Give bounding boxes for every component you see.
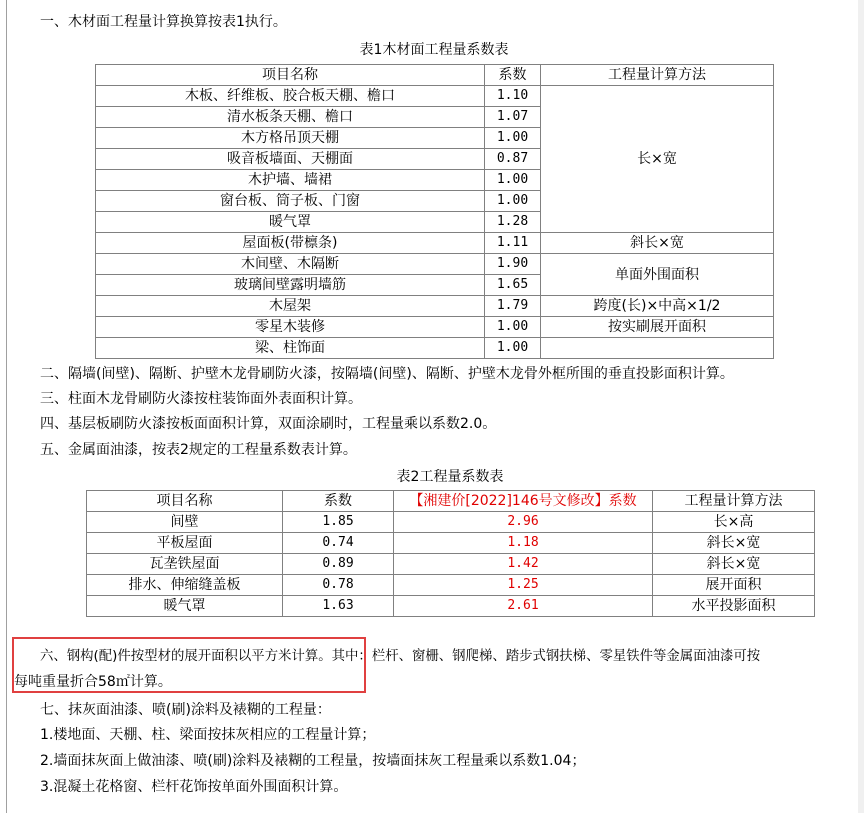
table-row <box>96 233 774 254</box>
item-name-cell: 木间壁、木隔断 <box>96 254 485 275</box>
item-name-cell: 吸音板墙面、天棚面 <box>96 149 485 170</box>
coefficient-cell: 1.63 <box>283 596 394 617</box>
coefficient-cell: 0.89 <box>283 554 394 575</box>
coefficient-cell: 1.28 <box>485 212 541 233</box>
table2-caption: 表2工程量系数表 <box>396 469 504 485</box>
revised-coefficient-cell: 1.18 <box>394 533 653 554</box>
revised-coefficient-cell: 2.96 <box>394 512 653 533</box>
header-cell: 工程量计算方法 <box>653 491 815 512</box>
method-cell: 按实刷展开面积 <box>541 317 774 338</box>
item-name-cell: 玻璃间壁露明墙筋 <box>96 275 485 296</box>
item-name-cell: 瓦垄铁屋面 <box>87 554 283 575</box>
coefficient-cell: 1.00 <box>485 317 541 338</box>
item-name-cell: 平板屋面 <box>87 533 283 554</box>
coefficient-cell: 1.85 <box>283 512 394 533</box>
item-name-cell: 梁、柱饰面 <box>96 338 485 359</box>
coefficient-cell: 0.78 <box>283 575 394 596</box>
paragraph-1: 一、木材面工程量计算换算按表1执行。 <box>40 14 287 30</box>
paragraph-2: 二、隔墙(间壁)、隔断、护壁木龙骨刷防火漆，按隔墙(间壁)、隔断、护壁木龙骨外框所围的垂直投影面积计算。 <box>40 366 734 382</box>
revised-coefficient-cell: 1.25 <box>394 575 653 596</box>
coefficient-cell: 1.00 <box>485 170 541 191</box>
paragraph-6-continued: 每吨重量折合58㎡计算。 <box>14 674 172 690</box>
table2 <box>86 490 815 617</box>
table-row <box>96 317 774 338</box>
scrollbar-track[interactable] <box>858 0 864 813</box>
item-name-cell: 木护墙、墙裙 <box>96 170 485 191</box>
table-header-row <box>87 491 815 512</box>
method-cell <box>541 338 774 359</box>
header-cell: 项目名称 <box>96 65 485 86</box>
revised-coefficient-cell: 2.61 <box>394 596 653 617</box>
coefficient-cell: 1.00 <box>485 128 541 149</box>
table-row <box>87 512 815 533</box>
paragraph-7-item-2: 2.墙面抹灰面上做油漆、喷(刷)涂料及裱糊的工程量，按墙面抹灰工程量乘以系数1.04； <box>40 753 586 769</box>
paragraph-7: 七、抹灰面油漆、喷(刷)涂料及裱糊的工程量： <box>40 702 331 718</box>
header-cell: 工程量计算方法 <box>541 65 774 86</box>
table-row <box>87 554 815 575</box>
item-name-cell: 窗台板、筒子板、门窗 <box>96 191 485 212</box>
item-name-cell: 木板、纤维板、胶合板天棚、檐口 <box>96 86 485 107</box>
item-name-cell: 零星木装修 <box>96 317 485 338</box>
header-cell: 项目名称 <box>87 491 283 512</box>
coefficient-cell: 1.11 <box>485 233 541 254</box>
paragraph-7-item-3: 3.混凝土花格窗、栏杆花饰按单面外围面积计算。 <box>40 779 348 795</box>
coefficient-cell: 1.65 <box>485 275 541 296</box>
paragraph-5: 五、金属面油漆，按表2规定的工程量系数表计算。 <box>40 442 357 458</box>
item-name-cell: 木屋架 <box>96 296 485 317</box>
coefficient-cell: 1.00 <box>485 338 541 359</box>
method-cell: 长×高 <box>653 512 815 533</box>
item-name-cell: 间壁 <box>87 512 283 533</box>
method-cell: 斜长×宽 <box>541 233 774 254</box>
item-name-cell: 排水、伸缩缝盖板 <box>87 575 283 596</box>
paragraph-3: 三、柱面木龙骨刷防火漆按柱装饰面外表面积计算。 <box>40 391 362 407</box>
coefficient-cell: 1.10 <box>485 86 541 107</box>
method-cell: 单面外围面积 <box>541 254 774 296</box>
item-name-cell: 屋面板(带檩条) <box>96 233 485 254</box>
method-cell: 水平投影面积 <box>653 596 815 617</box>
coefficient-cell: 1.00 <box>485 191 541 212</box>
coefficient-cell: 1.90 <box>485 254 541 275</box>
method-cell: 斜长×宽 <box>653 554 815 575</box>
paragraph-7-item-1: 1.楼地面、天棚、柱、梁面按抹灰相应的工程量计算； <box>40 727 376 743</box>
method-cell: 长×宽 <box>541 86 774 233</box>
coefficient-cell: 1.07 <box>485 107 541 128</box>
table-row <box>96 254 774 275</box>
item-name-cell: 暖气罩 <box>87 596 283 617</box>
coefficient-cell: 1.79 <box>485 296 541 317</box>
method-cell: 展开面积 <box>653 575 815 596</box>
item-name-cell: 清水板条天棚、檐口 <box>96 107 485 128</box>
table1 <box>95 64 774 359</box>
method-cell: 斜长×宽 <box>653 533 815 554</box>
table-row <box>96 296 774 317</box>
coefficient-cell: 0.87 <box>485 149 541 170</box>
header-cell: 系数 <box>485 65 541 86</box>
coefficient-cell: 0.74 <box>283 533 394 554</box>
paragraph-6: 六、钢构(配)件按型材的展开面积以平方米计算。其中：栏杆、窗栅、钢爬梯、踏步式钢扶梯、零星铁件等金属面油漆可按 <box>40 649 761 664</box>
paragraph-4: 四、基层板刷防火漆按板面面积计算，双面涂刷时，工程量乘以系数2.0。 <box>40 416 497 432</box>
table1-caption: 表1木材面工程量系数表 <box>359 42 509 58</box>
table-row <box>87 596 815 617</box>
item-name-cell: 暖气罩 <box>96 212 485 233</box>
revised-coefficient-cell: 1.42 <box>394 554 653 575</box>
table-row <box>96 86 774 107</box>
table-row <box>87 533 815 554</box>
header-cell: 系数 <box>283 491 394 512</box>
table-row <box>87 575 815 596</box>
table-header-row <box>96 65 774 86</box>
method-cell: 跨度(长)×中高×1/2 <box>541 296 774 317</box>
table-row <box>96 338 774 359</box>
item-name-cell: 木方格吊顶天棚 <box>96 128 485 149</box>
header-cell-revised: 【湘建价[2022]146号文修改】系数 <box>394 491 653 512</box>
